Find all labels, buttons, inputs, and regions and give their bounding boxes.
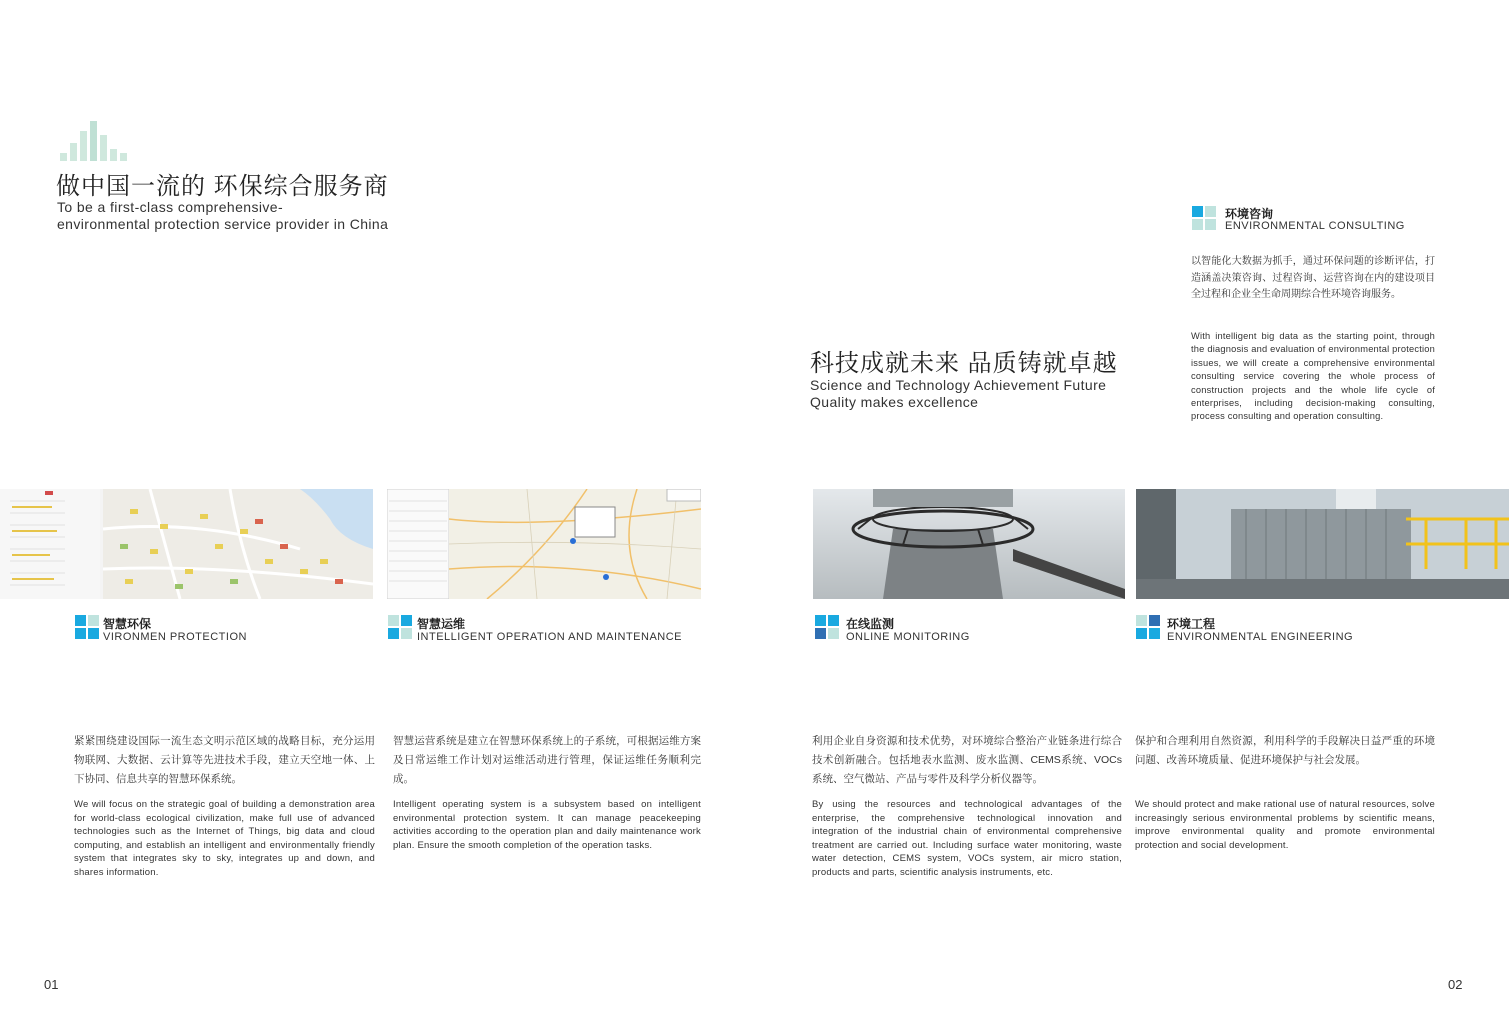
page-number-right: 02	[1448, 977, 1463, 992]
section2-tile-icon	[388, 615, 412, 639]
section3-title-cn: 在线监测	[846, 617, 895, 631]
consulting-title-cn: 环境咨询	[1225, 207, 1274, 221]
online-monitoring-photo	[813, 489, 1125, 599]
section1-tile-icon	[75, 615, 99, 639]
smart-env-map-image	[0, 489, 373, 599]
section4-body-cn: 保护和合理利用自然资源，利用科学的手段解决日益严重的环境问题、改善环境质量、促进环境保护与社会发展。	[1135, 735, 1435, 766]
consulting-tile-icon	[1192, 206, 1216, 230]
section4-title-cn: 环境工程	[1167, 617, 1216, 631]
smart-om-map-image	[387, 489, 701, 599]
section1-title-cn: 智慧环保	[103, 617, 152, 631]
section2-title-cn: 智慧运维	[417, 617, 466, 631]
right-subtitle: Science and Technology Achievement Future Quality makes excellence	[810, 377, 1107, 410]
section1-body-cn: 紧紧围绕建设国际一流生态文明示范区域的战略目标，充分运用物联网、大数据、云计算等先进技术手段，建立天空地一体、上下协同、信息共享的智慧环保系统。	[74, 735, 375, 785]
section3-body-cn: 利用企业自身资源和技术优势，对环境综合整治产业链条进行综合技术创新融合。包括地表水监测、废水监测、CEMS系统、VOCs系统、空气微站、产品与零件及科学分析仪器等。	[812, 735, 1122, 785]
consulting-body-cn: 以智能化大数据为抓手，通过环保问题的诊断评估，打造涵盖决策咨询、过程咨询、运营咨询在内的建设项目全过程和企业全生命周期综合性环境咨询服务。	[1191, 256, 1435, 300]
env-engineering-photo	[1136, 489, 1509, 599]
section3-tile-icon	[815, 615, 839, 639]
section2-body-cn: 智慧运营系统是建立在智慧环保系统上的子系统，可根据运维方案及日常运维工作计划对运维活动进行管理，保证运维任务顺利完成。	[393, 735, 701, 785]
consulting-body-en: With intelligent big data as the starting point, through the diagnosis and evaluation of environmental protection issues, we will create a comprehensive environmental consulting service covering the whole process of construction projects and the whole life cycle of enterprises, including decision-making consulting, process consulting and operation consulting.	[1191, 331, 1435, 422]
section1-body-en: We will focus on the strategic goal of building a demonstration area for world-class ecological civilization, make full use of advanced technologies such as the Internet of Things, big data and cloud computing, and establish an intelligent and environmentally friendly system that integrates sky to sky, integrates up and down, and shares information.	[74, 799, 375, 878]
section3-title-en: ONLINE MONITORING	[846, 631, 970, 643]
right-title: 科技成就未来 品质铸就卓越	[810, 350, 1118, 377]
section3-body-en: By using the resources and technological advantages of the enterprise, the comprehensive technological innovation and integration of the industrial chain of environmental comprehensive treatment are carried out. Including surface water monitoring, waste water detection, CEMS system, VOCs system, air micro station, products and parts, scientific analysis instruments, etc.	[812, 799, 1122, 878]
section4-tile-icon	[1136, 615, 1160, 639]
page-subtitle: To be a first-class comprehensive- environmental protection service provider in China	[57, 199, 389, 232]
section2-body-en: Intelligent operating system is a subsystem based on intelligent environmental protection system. It can manage peacekeeping activities according to the operation plan and daily maintenance work plan. Ensure the smooth completion of the operation tasks.	[393, 799, 701, 851]
logo-bar-icon	[60, 121, 130, 161]
consulting-title-en: ENVIRONMENTAL CONSULTING	[1225, 220, 1405, 232]
section1-title-en: VIRONMEN PROTECTION	[103, 631, 247, 643]
page-title: 做中国一流的 环保综合服务商	[56, 173, 389, 200]
section4-body-en: We should protect and make rational use of natural resources, solve increasingly serious environmental problems by scientific means, improve environmental quality and promote environmental protection and social development.	[1135, 799, 1435, 851]
page-number-left: 01	[44, 977, 59, 992]
section2-title-en: INTELLIGENT OPERATION AND MAINTENANCE	[417, 631, 683, 643]
section4-title-en: ENVIRONMENTAL ENGINEERING	[1167, 631, 1354, 643]
